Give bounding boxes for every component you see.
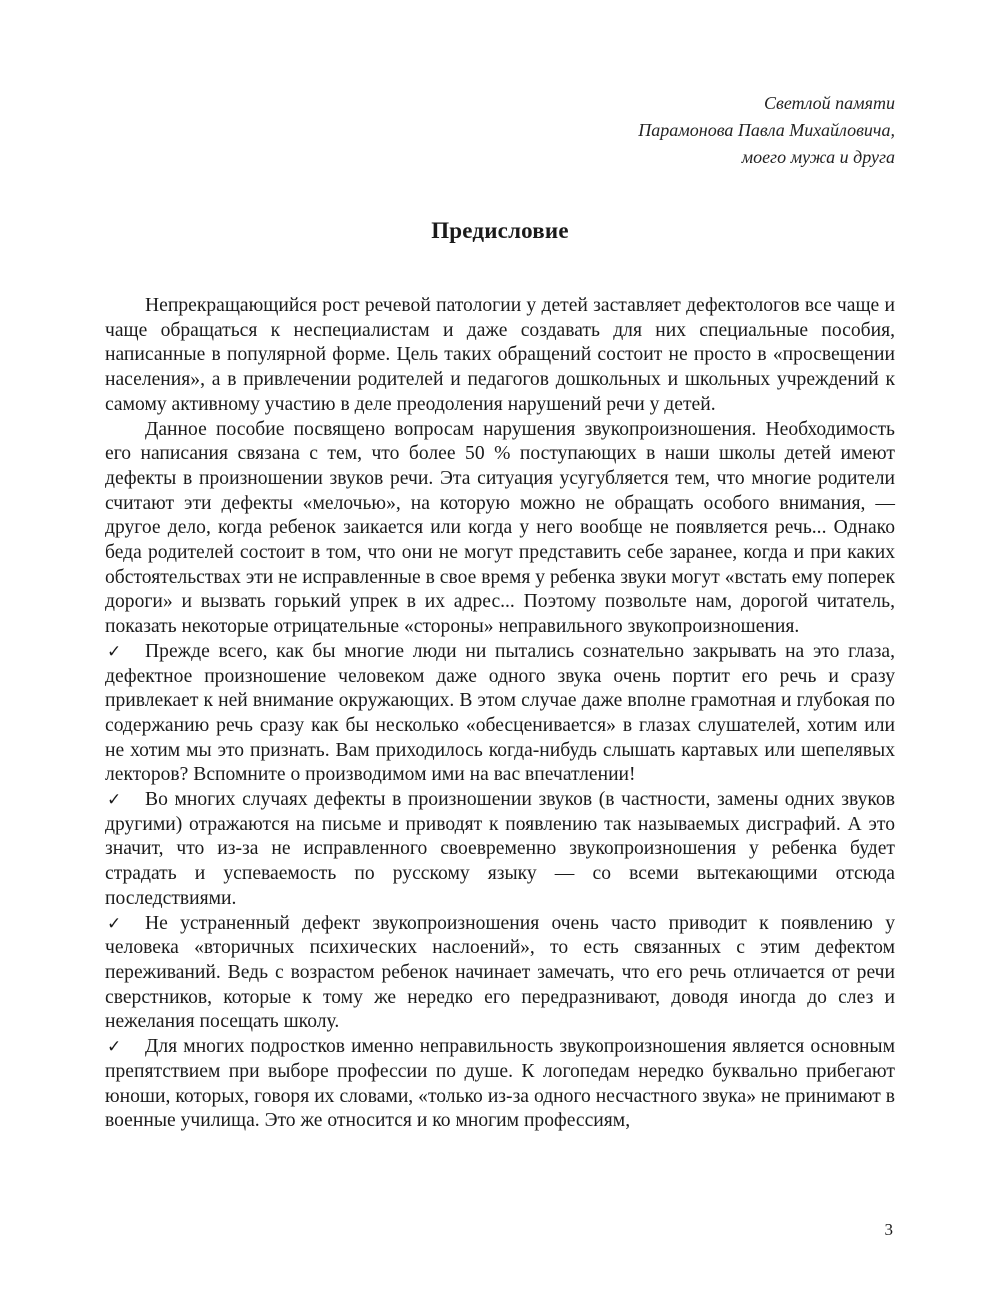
check-icon: ✓ [107,1037,122,1058]
check-icon: ✓ [107,641,122,662]
bullet-item-2 [105,788,895,912]
dedication-line-2: Парамонова Павла Михайловича, [638,120,895,140]
page-title: Предисловие [431,218,569,243]
bullet-item-1 [105,640,895,788]
page-number: 3 [884,1220,893,1239]
body-text [105,294,895,1134]
bullet-text-4: Для многих подростков именно неправильность звукопроизношения является основным препятствием при выборе профессии по душе. К логопедам нередко буквально прибегают юноши, которых, говоря их словами, «только из-за одного несчастного звука» не принимают в военные училища. Это же относится и ко многим профессиям, [105,1036,895,1132]
bullet-item-4 [105,1035,895,1134]
bullet-item-3 [105,912,895,1036]
bullet-text-3: Не устраненный дефект звукопроизношения очень часто приводит к появлению у человека «вторичных психических наслоений», то есть связанных с этим дефектом переживаний. Ведь с возрастом ребенок начинает замечать, что его речь отличается от речи сверстников, которые к тому же нередко его передразнивают, доводя иногда до слез и нежелания посещать школу. [105,912,895,1033]
dedication [395,90,895,171]
bullet-text-1: Прежде всего, как бы многие люди ни пытались сознательно закрывать на это глаза, дефектное произношение человеком даже одного звука очень портит его речь и сразу привлекает к ней внимание окружающих. В этом случае даже вполне грамотная и глубокая по содержанию речь сразу как бы несколько «обесценивается» в глазах слушателей, хотим или не хотим мы это признать. Вам приходилось когда-нибудь слышать картавых или шепелявых лекторов? Вспомните о производимом ими на вас впечатлении! [105,640,895,786]
paragraph-1: Непрекращающийся рост речевой патологии у детей заставляет дефектологов все чаще и чаще обращаться к неспециалистам и даже создавать для них специальные пособия, написанные в популярной форме. Цель таких обращений состоит не просто в «просвещении населения», а в привлечении родителей и педагогов дошкольных и школьных учреждений к самому активному участию в деле преодоления нарушений речи у детей. [105,295,895,415]
check-icon: ✓ [107,913,122,934]
dedication-line-3: моего мужа и друга [741,147,895,167]
check-icon: ✓ [107,790,122,811]
dedication-line-1: Светлой памяти [764,93,895,113]
paragraph-2: Данное пособие посвящено вопросам нарушения звукопроизношения. Необходимость его написания связана с тем, что более 50 % поступающих в наши школы детей имеют дефекты в произношении звуков речи. Эта ситуация усугубляется тем, что многие родители считают эти дефекты «мелочью», на которую можно не обращать особого внимания, — другое дело, когда ребенок заикается или когда у него вообще не появляется речь... Однако беда родителей состоит в том, что они не могут представить себе заранее, когда и при каких обстоятельствах эти не исправленные в свое время у ребенка звуки могут «встать ему поперек дороги» и вызвать горький упрек в их адрес... Поэтому позвольте нам, дорогой читатель, показать некоторые отрицательные «стороны» неправильного звукопроизношения. [105,418,895,638]
bullet-text-2: Во многих случаях дефекты в произношении звуков (в частности, замены одних звуков другими) отражаются на письме и приводят к появлению так называемых дисграфий. А это значит, что из-за не исправленного своевременно звукопроизношения у ребенка будет страдать и успеваемость по русскому языку — со всеми вытекающими отсюда последствиями. [105,789,895,909]
